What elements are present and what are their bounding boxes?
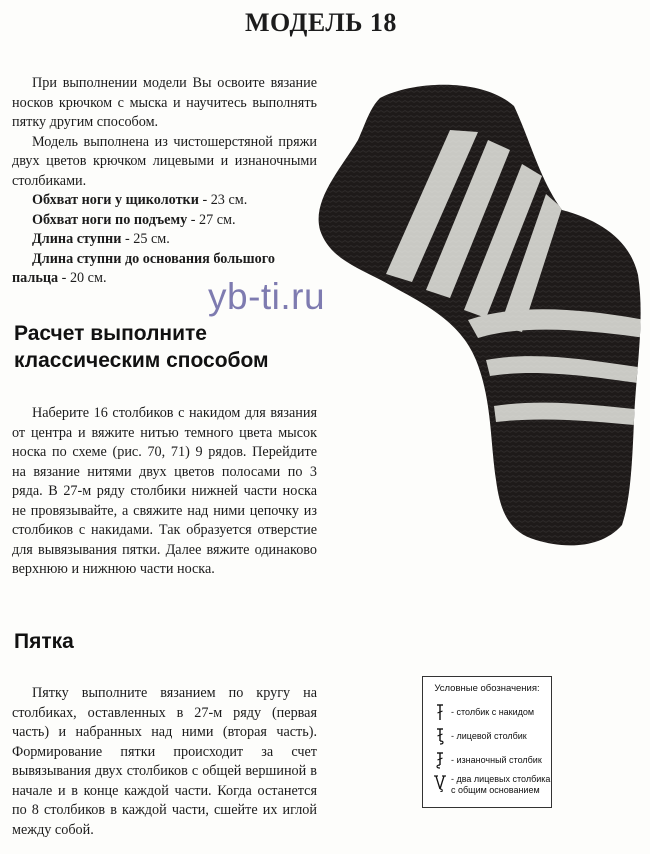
back-post-stitch-symbol-icon [433,751,447,769]
legend-label: - два лицевых столбика с общим основанием [451,774,551,795]
legend-label: - столбик с накидом [451,707,535,717]
intro-paragraph-2: Модель выполнена из чистошерстяной пряжи двух цветов крючком лицевыми и изнаночными столбиками. [12,133,317,189]
spec-value: - 23 см. [198,192,248,208]
intro-paragraph-1: При выполнении модели Вы освоите вязание носков крючком с мыска и научитесь выполнять пятку другим способом. [12,75,317,130]
intro-block [12,74,317,289]
section2-paragraph: Пятку выполните вязанием по кругу на столбиках, оставленных в 27-м ряду (первая часть) и набранных над ними (вторая часть). Формирование пятки происходит за счет вывязывания двух столбиков с общей вершиной в начале и в конце каждой части. Когда останется по 8 столбиков в каждой части, сшейте их иглой между собой. [12,685,317,838]
section1-heading: Расчет выполните классическим способом [14,322,269,372]
legend-title: Условные обозначения: [434,683,540,694]
legend-item [423,724,551,748]
page-title: МОДЕЛЬ 18 [245,8,397,37]
legend-item [423,772,551,804]
sock-illustration [300,70,650,550]
spec-value: - 25 см. [121,231,170,247]
spec-ankle [12,191,317,211]
double-crochet-symbol-icon [433,703,447,721]
legend-item [423,700,551,724]
spec-instep [12,211,317,231]
section1-body [12,404,317,580]
legend-item [423,748,551,772]
legend-label: - изнаночный столбик [451,755,542,765]
spec-value: - 27 см. [187,211,236,228]
spec-foot-length [12,230,317,250]
spec-label: Обхват ноги по подъему [32,211,188,228]
section2-body [12,684,317,840]
spec-label: Длина ступни до основания большого пальца [12,250,275,286]
section1-paragraph: Наберите 16 столбиков с накидом для вязания от центра и вяжите нитью темного цвета мысок носка по схеме (рис. 70, 71) 9 рядов. Перейдите на вязание нитями двух цветов полосами по 3 ряда. В 27-м ряду столбики нижней части носка не провязывайте, а свяжите над ними цепочку из столбиков с накидами. Так образуется отверстие для вывязывания пятки. Далее вяжите одинаково верхнюю и нижнюю части носка. [12,405,317,577]
legend-label: - лицевой столбик [451,731,527,741]
two-front-post-stitches-joined-icon [433,774,447,792]
symbol-legend [422,676,552,808]
front-post-stitch-symbol-icon [433,727,447,745]
watermark-text: yb-ti.ru [208,276,326,317]
section2-heading: Пятка [14,630,74,653]
sock-photo [300,70,650,550]
spec-label: Обхват ноги у щиколотки [32,192,199,208]
spec-label: Длина ступни [32,231,122,247]
spec-value: - 20 см. [58,270,107,286]
